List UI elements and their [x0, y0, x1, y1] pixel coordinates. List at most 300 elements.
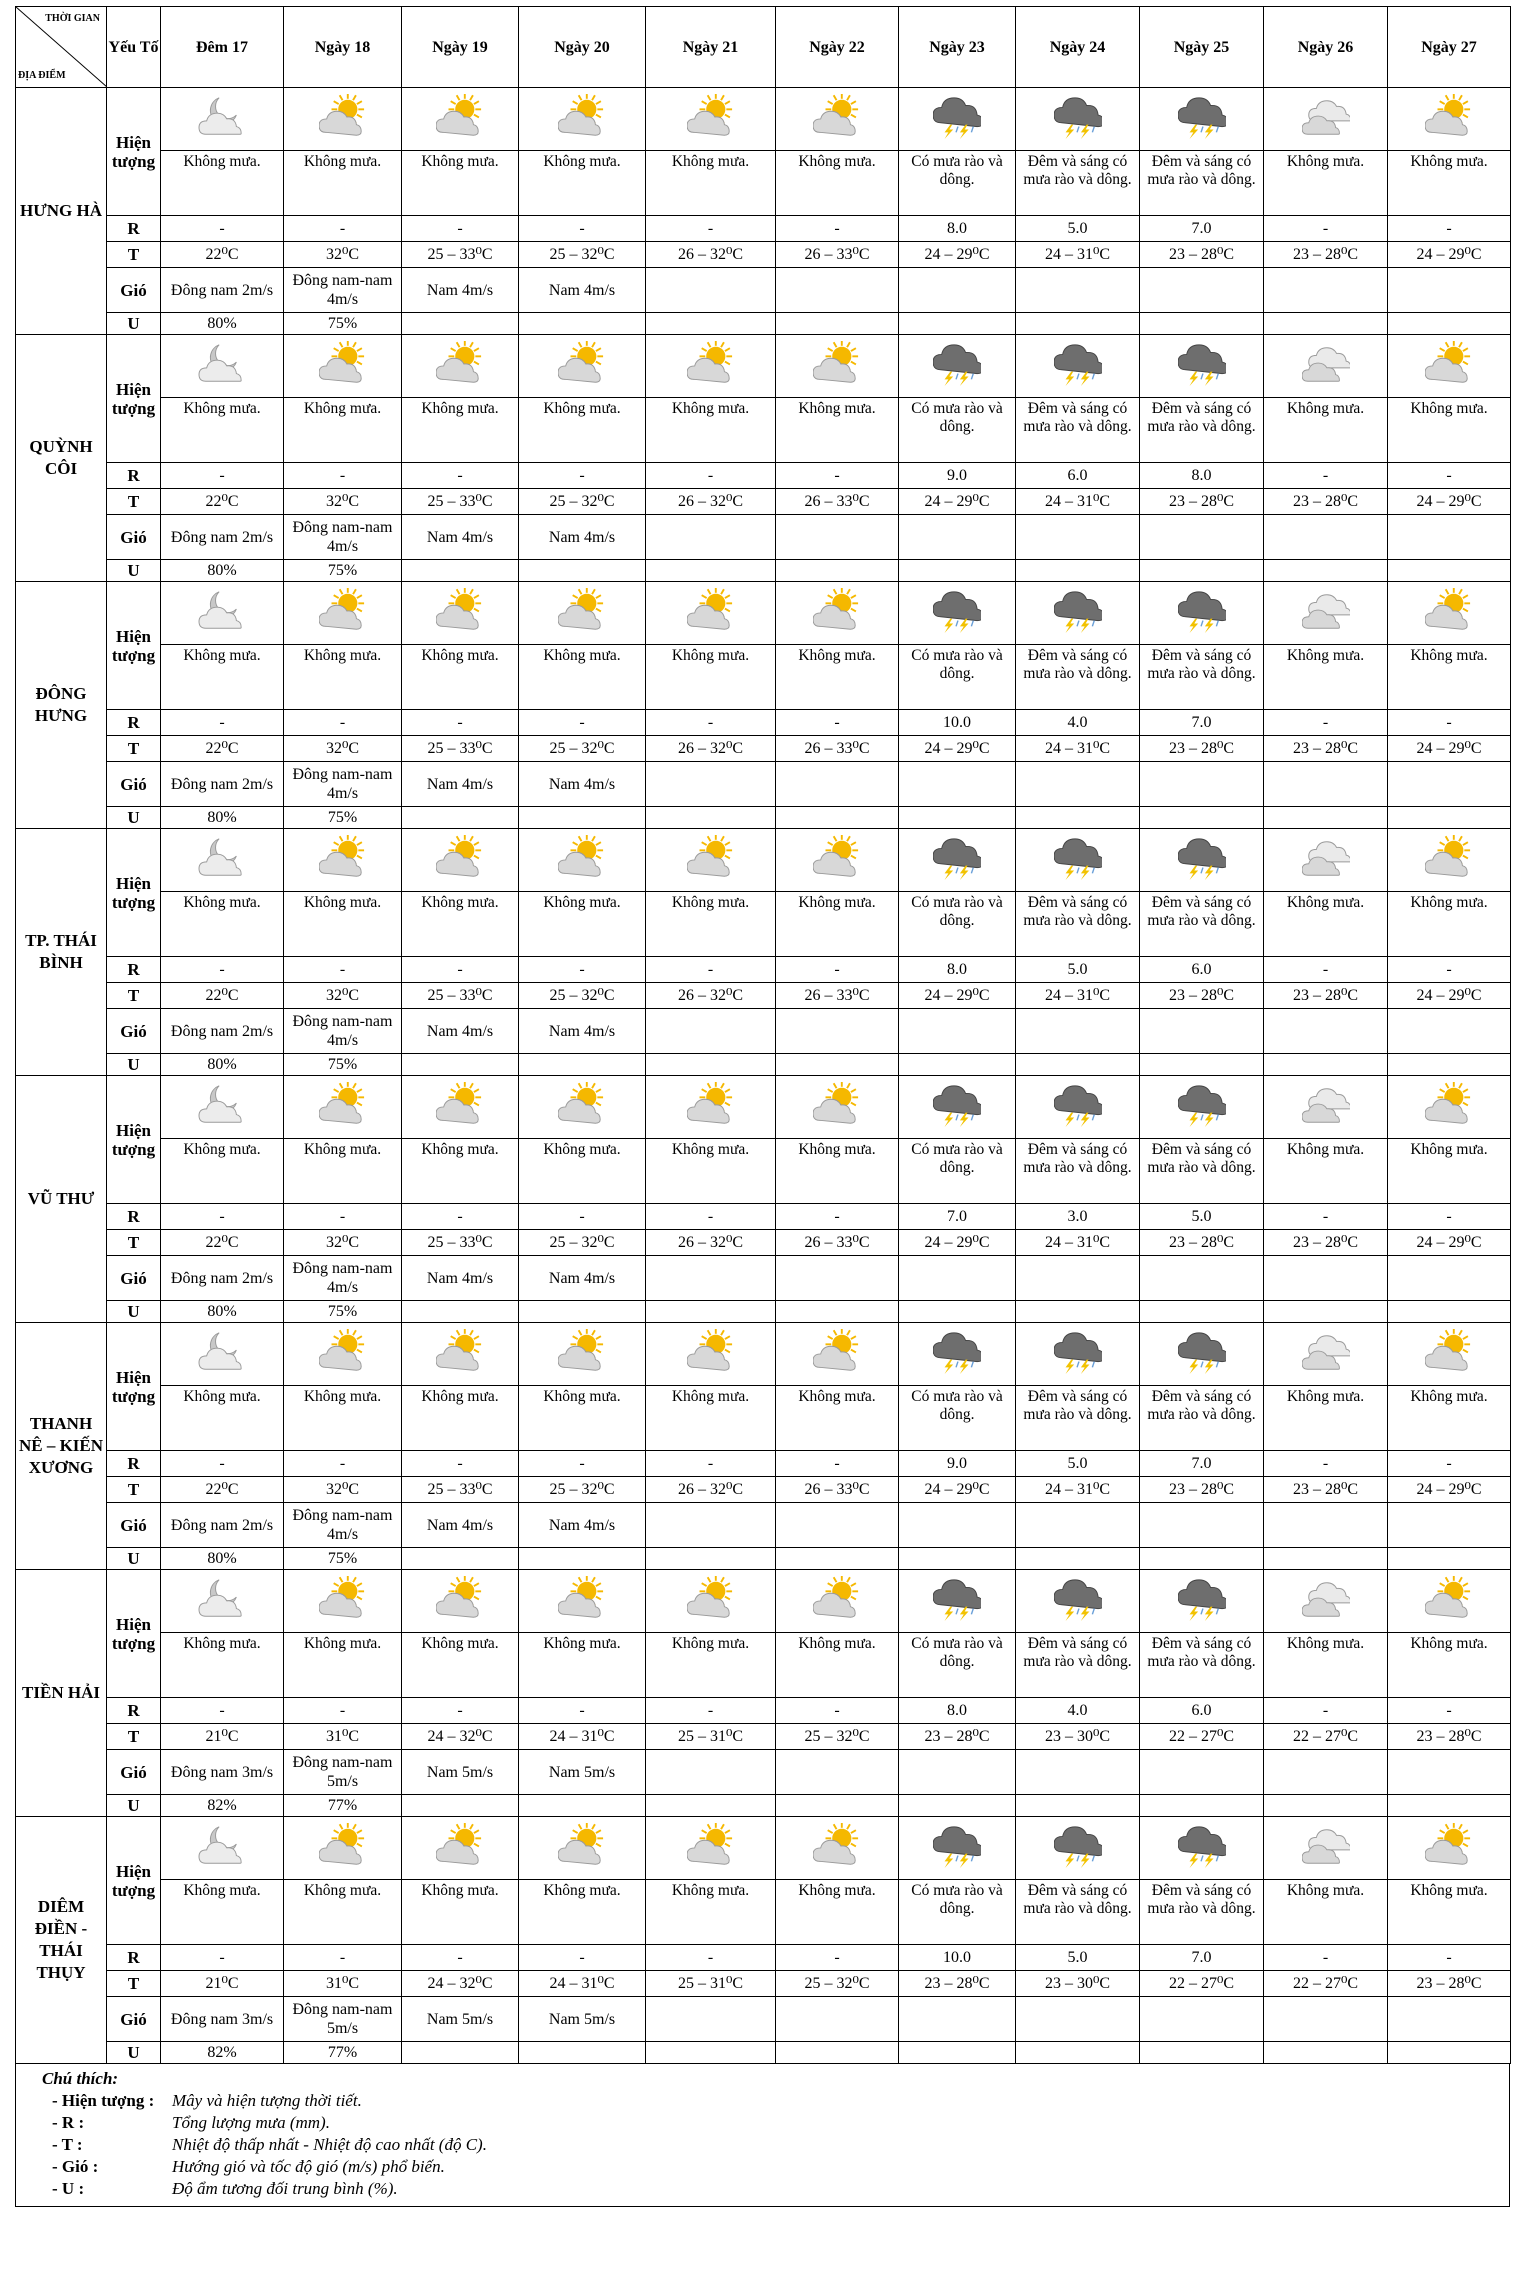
temperature-value: 24 – 29⁰C [1388, 983, 1511, 1009]
weather-icon-cell [1140, 1076, 1264, 1139]
temperature-row [16, 983, 1511, 1009]
phenomena-text: Có mưa rào và dông. [899, 398, 1016, 463]
note-item [42, 2090, 1509, 2112]
temperature-value: 23 – 28⁰C [1388, 1971, 1511, 1997]
phenomena-text-row [16, 1386, 1511, 1451]
phenomena-text: Không mưa. [1388, 1633, 1511, 1698]
phenomena-text: Không mưa. [161, 1880, 284, 1945]
humidity-row [16, 560, 1511, 582]
phenomena-text: Có mưa rào và dông. [899, 151, 1016, 216]
temperature-value: 22⁰C [161, 1477, 284, 1503]
note-key [42, 2178, 172, 2200]
wind-value [1140, 515, 1264, 560]
sun-cloud-icon [813, 868, 861, 885]
rain-value: 5.0 [1016, 1945, 1140, 1971]
rain-row [16, 710, 1511, 736]
note-value: Độ ẩm tương đối trung bình (%). [172, 2179, 398, 2198]
wind-value [1264, 515, 1388, 560]
storm-icon [933, 374, 981, 391]
wind-value [1140, 762, 1264, 807]
humidity-value [1264, 1548, 1388, 1570]
factor-label-u: U [107, 807, 161, 829]
temperature-value: 21⁰C [161, 1724, 284, 1750]
humidity-value: 80% [161, 1548, 284, 1570]
rain-value: - [402, 1698, 519, 1724]
humidity-value [1264, 1301, 1388, 1323]
rain-value: - [1264, 216, 1388, 242]
rain-value: - [519, 463, 646, 489]
weather-icon-cell [899, 582, 1016, 645]
sun-cloud-icon [319, 621, 367, 638]
weather-icon-cell [402, 1570, 519, 1633]
phenomena-text: Có mưa rào và dông. [899, 645, 1016, 710]
phenomena-text: Không mưa. [776, 892, 899, 957]
phenomena-text: Không mưa. [402, 398, 519, 463]
humidity-value [646, 1548, 776, 1570]
corner-location-label: ĐỊA ĐIỂM [18, 70, 66, 81]
sun-cloud-icon [687, 1362, 735, 1379]
humidity-value [1264, 1054, 1388, 1076]
temperature-value: 24 – 29⁰C [1388, 736, 1511, 762]
rain-value: - [1264, 1698, 1388, 1724]
phenomena-text: Đêm và sáng có mưa rào và dông. [1016, 151, 1140, 216]
rain-value: - [161, 1204, 284, 1230]
rain-value: 3.0 [1016, 1204, 1140, 1230]
humidity-value [1264, 2042, 1388, 2064]
weather-icon-cell [161, 88, 284, 151]
humidity-value [1140, 560, 1264, 582]
weather-icon-cell [1264, 582, 1388, 645]
sun-cloud-icon [1425, 621, 1473, 638]
factor-label-t: T [107, 1724, 161, 1750]
sun-cloud-icon [1425, 868, 1473, 885]
humidity-value [776, 1795, 899, 1817]
weather-icon-cell [519, 335, 646, 398]
sun-cloud-icon [558, 1609, 606, 1626]
phenomena-text: Không mưa. [646, 1633, 776, 1698]
wind-value [1016, 1750, 1140, 1795]
wind-value [899, 1256, 1016, 1301]
sun-cloud-icon [813, 1362, 861, 1379]
rain-value: - [646, 1698, 776, 1724]
sun-cloud-icon [436, 1362, 484, 1379]
humidity-value [519, 1548, 646, 1570]
phenomena-text: Không mưa. [519, 398, 646, 463]
temperature-value: 32⁰C [284, 489, 402, 515]
note-key-text: - Gió : [52, 2157, 99, 2176]
phenomena-text: Không mưa. [161, 151, 284, 216]
weather-icon-cell [1388, 1817, 1511, 1880]
weather-icon-cell [161, 1076, 284, 1139]
wind-value [1264, 268, 1388, 313]
temperature-value: 23 – 28⁰C [1140, 242, 1264, 268]
note-key-text: - Hiện tượng : [52, 2091, 155, 2110]
temperature-value: 23 – 28⁰C [1264, 1230, 1388, 1256]
temperature-value: 22 – 27⁰C [1264, 1971, 1388, 1997]
weather-icon-cell [1140, 335, 1264, 398]
rain-value: - [402, 957, 519, 983]
weather-icon-cell [776, 335, 899, 398]
phenomena-text: Không mưa. [402, 645, 519, 710]
wind-value: Nam 4m/s [519, 515, 646, 560]
wind-value [1264, 762, 1388, 807]
temperature-value: 23 – 28⁰C [1264, 1477, 1388, 1503]
temperature-value: 24 – 29⁰C [899, 1230, 1016, 1256]
rain-value: 7.0 [899, 1204, 1016, 1230]
phenomena-text: Không mưa. [1264, 398, 1388, 463]
humidity-value [1140, 1795, 1264, 1817]
moon-cloud-icon [198, 374, 246, 391]
temperature-value: 24 – 31⁰C [1016, 983, 1140, 1009]
phenomena-text: Không mưa. [519, 151, 646, 216]
phenomena-text: Không mưa. [776, 398, 899, 463]
humidity-value [402, 1548, 519, 1570]
location-name: QUỲNH CÔI [16, 335, 107, 582]
phenomena-text: Không mưa. [161, 892, 284, 957]
weather-icon-cell [1016, 88, 1140, 151]
phenomena-text: Không mưa. [161, 398, 284, 463]
temperature-value: 24 – 32⁰C [402, 1724, 519, 1750]
humidity-value [402, 560, 519, 582]
phenomena-text: Không mưa. [402, 1386, 519, 1451]
wind-row [16, 1256, 1511, 1301]
factor-label-phenomena: Hiện tượng [107, 1570, 161, 1698]
temperature-value: 31⁰C [284, 1971, 402, 1997]
temperature-value: 32⁰C [284, 1477, 402, 1503]
temperature-value: 24 – 31⁰C [519, 1971, 646, 1997]
humidity-value [776, 560, 899, 582]
phenomena-text: Không mưa. [402, 1139, 519, 1204]
factor-label-r: R [107, 216, 161, 242]
humidity-value [1016, 807, 1140, 829]
wind-value [899, 1750, 1016, 1795]
sun-cloud-icon [319, 127, 367, 144]
note-value: Nhiệt độ thấp nhất - Nhiệt độ cao nhất (độ C). [172, 2135, 487, 2154]
temperature-value: 24 – 29⁰C [899, 736, 1016, 762]
phenomena-icon-row [16, 1570, 1511, 1633]
wind-value [776, 1997, 899, 2042]
weather-icon-cell [284, 829, 402, 892]
phenomena-text: Không mưa. [519, 1633, 646, 1698]
humidity-value [1140, 1301, 1264, 1323]
temperature-value: 23 – 28⁰C [1140, 489, 1264, 515]
phenomena-text: Không mưa. [1264, 1633, 1388, 1698]
weather-icon-cell [646, 88, 776, 151]
weather-icon-cell [284, 1570, 402, 1633]
humidity-value [1388, 1301, 1511, 1323]
phenomena-icon-row [16, 88, 1511, 151]
humidity-value [776, 1054, 899, 1076]
phenomena-text: Không mưa. [284, 1880, 402, 1945]
rain-value: - [402, 1945, 519, 1971]
weather-icon-cell [1140, 1570, 1264, 1633]
factor-label-r: R [107, 710, 161, 736]
notes-list [42, 2090, 1509, 2200]
phenomena-text: Đêm và sáng có mưa rào và dông. [1140, 1633, 1264, 1698]
humidity-value [646, 1795, 776, 1817]
weather-icon-cell [1264, 88, 1388, 151]
rain-value: - [284, 1451, 402, 1477]
temperature-value: 23 – 28⁰C [1264, 489, 1388, 515]
phenomena-text: Không mưa. [519, 1139, 646, 1204]
humidity-value [776, 1548, 899, 1570]
day-header: Ngày 26 [1264, 7, 1388, 88]
weather-icon-cell [284, 582, 402, 645]
rain-value: - [284, 463, 402, 489]
humidity-value [1264, 560, 1388, 582]
wind-value [1140, 1997, 1264, 2042]
wind-value: Nam 4m/s [519, 1503, 646, 1548]
temperature-value: 24 – 29⁰C [899, 1477, 1016, 1503]
weather-icon-cell [402, 1323, 519, 1386]
phenomena-text: Không mưa. [1264, 645, 1388, 710]
humidity-value: 77% [284, 2042, 402, 2064]
humidity-value [402, 1301, 519, 1323]
phenomena-text: Không mưa. [519, 645, 646, 710]
rain-value: - [1264, 1451, 1388, 1477]
weather-icon-cell [899, 1323, 1016, 1386]
temperature-value: 24 – 29⁰C [899, 489, 1016, 515]
temperature-value: 22⁰C [161, 242, 284, 268]
wind-value: Nam 5m/s [402, 1750, 519, 1795]
weather-icon-cell [161, 335, 284, 398]
humidity-value [776, 313, 899, 335]
factor-label-gio: Gió [107, 762, 161, 807]
sun-cloud-icon [436, 621, 484, 638]
sun-cloud-icon [813, 374, 861, 391]
humidity-value: 75% [284, 1301, 402, 1323]
phenomena-text: Không mưa. [1388, 1386, 1511, 1451]
humidity-value [1016, 1795, 1140, 1817]
cloud-icon [1302, 1115, 1350, 1132]
phenomena-text: Không mưa. [284, 645, 402, 710]
location-name: VŨ THƯ [16, 1076, 107, 1323]
rain-value: - [519, 1698, 646, 1724]
humidity-value [646, 313, 776, 335]
temperature-value: 24 – 29⁰C [899, 242, 1016, 268]
factor-label-u: U [107, 1301, 161, 1323]
humidity-value [519, 560, 646, 582]
weather-icon-cell [1388, 829, 1511, 892]
sun-cloud-icon [319, 868, 367, 885]
weather-icon-cell [776, 88, 899, 151]
storm-icon [1054, 1609, 1102, 1626]
note-value: Mây và hiện tượng thời tiết. [172, 2091, 362, 2110]
rain-value: 4.0 [1016, 710, 1140, 736]
rain-value: 5.0 [1016, 216, 1140, 242]
humidity-row [16, 807, 1511, 829]
humidity-value [899, 560, 1016, 582]
day-header: Ngày 24 [1016, 7, 1140, 88]
rain-value: 9.0 [899, 1451, 1016, 1477]
temperature-value: 23 – 28⁰C [899, 1971, 1016, 1997]
weather-icon-cell [519, 1076, 646, 1139]
note-key-text: - T : [52, 2135, 83, 2154]
wind-value [1016, 1009, 1140, 1054]
factor-label-phenomena: Hiện tượng [107, 88, 161, 216]
wind-value [776, 515, 899, 560]
sun-cloud-icon [813, 127, 861, 144]
wind-value: Nam 5m/s [402, 1997, 519, 2042]
temperature-value: 25 – 33⁰C [402, 1477, 519, 1503]
wind-value [1388, 1256, 1511, 1301]
temperature-value: 26 – 32⁰C [646, 736, 776, 762]
rain-value: - [402, 1451, 519, 1477]
rain-value: 5.0 [1016, 957, 1140, 983]
rain-value: - [402, 1204, 519, 1230]
temperature-value: 24 – 29⁰C [1388, 489, 1511, 515]
storm-icon [1178, 1856, 1226, 1873]
humidity-value: 75% [284, 1548, 402, 1570]
wind-row [16, 268, 1511, 313]
wind-value [1140, 268, 1264, 313]
phenomena-text: Đêm và sáng có mưa rào và dông. [1140, 151, 1264, 216]
wind-value: Nam 5m/s [519, 1997, 646, 2042]
rain-value: - [161, 1945, 284, 1971]
day-header: Ngày 21 [646, 7, 776, 88]
humidity-value [519, 807, 646, 829]
moon-cloud-icon [198, 1856, 246, 1873]
phenomena-text: Không mưa. [1388, 892, 1511, 957]
phenomena-text: Không mưa. [646, 1386, 776, 1451]
sun-cloud-icon [687, 127, 735, 144]
wind-value [1264, 1503, 1388, 1548]
humidity-value [1388, 807, 1511, 829]
sun-cloud-icon [813, 1609, 861, 1626]
note-item [42, 2156, 1509, 2178]
humidity-row [16, 2042, 1511, 2064]
sun-cloud-icon [687, 1856, 735, 1873]
sun-cloud-icon [319, 1856, 367, 1873]
sun-cloud-icon [436, 127, 484, 144]
rain-value: - [1388, 957, 1511, 983]
temperature-value: 25 – 32⁰C [519, 242, 646, 268]
temperature-value: 26 – 32⁰C [646, 242, 776, 268]
weather-icon-cell [899, 1076, 1016, 1139]
humidity-value [402, 1054, 519, 1076]
weather-icon-cell [284, 1817, 402, 1880]
sun-cloud-icon [1425, 1362, 1473, 1379]
phenomena-text: Đêm và sáng có mưa rào và dông. [1140, 1880, 1264, 1945]
factor-label-phenomena: Hiện tượng [107, 829, 161, 957]
rain-value: - [1388, 216, 1511, 242]
sun-cloud-icon [319, 1115, 367, 1132]
factor-label-phenomena: Hiện tượng [107, 1323, 161, 1451]
weather-icon-cell [646, 1817, 776, 1880]
notes-title: Chú thích: [42, 2069, 119, 2088]
wind-value: Đông nam 2m/s [161, 1256, 284, 1301]
storm-icon [933, 621, 981, 638]
wind-value: Nam 4m/s [519, 268, 646, 313]
phenomena-icon-row [16, 829, 1511, 892]
factor-label-r: R [107, 957, 161, 983]
sun-cloud-icon [558, 127, 606, 144]
humidity-value: 75% [284, 1054, 402, 1076]
wind-value: Đông nam-nam 4m/s [284, 762, 402, 807]
wind-value: Đông nam-nam 4m/s [284, 268, 402, 313]
humidity-value [402, 807, 519, 829]
rain-value: 10.0 [899, 710, 1016, 736]
weather-icon-cell [1388, 1323, 1511, 1386]
phenomena-text: Không mưa. [402, 151, 519, 216]
storm-icon [1178, 621, 1226, 638]
factor-label-gio: Gió [107, 1503, 161, 1548]
storm-icon [933, 127, 981, 144]
temperature-value: 26 – 33⁰C [776, 983, 899, 1009]
humidity-value [899, 1301, 1016, 1323]
rain-value: - [1264, 1204, 1388, 1230]
rain-value: - [284, 957, 402, 983]
weather-icon-cell [519, 829, 646, 892]
rain-row [16, 1945, 1511, 1971]
header-row [16, 7, 1511, 88]
rain-value: 10.0 [899, 1945, 1016, 1971]
phenomena-text: Không mưa. [1388, 1139, 1511, 1204]
humidity-value [519, 1795, 646, 1817]
rain-value: 7.0 [1140, 1945, 1264, 1971]
storm-icon [1178, 1609, 1226, 1626]
sun-cloud-icon [558, 621, 606, 638]
location-name: THANH NÊ – KIẾN XƯƠNG [16, 1323, 107, 1570]
weather-icon-cell [1388, 582, 1511, 645]
wind-value: Nam 5m/s [519, 1750, 646, 1795]
weather-icon-cell [519, 1323, 646, 1386]
temperature-value: 23 – 28⁰C [1140, 1477, 1264, 1503]
moon-cloud-icon [198, 1362, 246, 1379]
rain-value: - [1388, 1451, 1511, 1477]
factor-label-t: T [107, 736, 161, 762]
rain-value: - [1264, 710, 1388, 736]
rain-value: 7.0 [1140, 1451, 1264, 1477]
storm-icon [1054, 1362, 1102, 1379]
note-item [42, 2112, 1509, 2134]
rain-value: - [776, 463, 899, 489]
phenomena-text: Không mưa. [1264, 1880, 1388, 1945]
temperature-value: 25 – 33⁰C [402, 1230, 519, 1256]
wind-row [16, 1750, 1511, 1795]
wind-value: Nam 4m/s [402, 1503, 519, 1548]
phenomena-text: Không mưa. [284, 151, 402, 216]
temperature-value: 26 – 32⁰C [646, 489, 776, 515]
rain-value: 6.0 [1140, 957, 1264, 983]
factor-label-u: U [107, 313, 161, 335]
temperature-value: 23 – 28⁰C [1264, 983, 1388, 1009]
factor-label-t: T [107, 1971, 161, 1997]
weather-icon-cell [519, 582, 646, 645]
phenomena-text: Đêm và sáng có mưa rào và dông. [1016, 892, 1140, 957]
day-header: Đêm 17 [161, 7, 284, 88]
humidity-value [1016, 313, 1140, 335]
storm-icon [1054, 621, 1102, 638]
wind-value: Đông nam 2m/s [161, 762, 284, 807]
temperature-value: 23 – 28⁰C [1140, 736, 1264, 762]
temperature-value: 25 – 32⁰C [519, 1477, 646, 1503]
legend-notes [15, 2064, 1510, 2207]
cloud-icon [1302, 127, 1350, 144]
factor-label-u: U [107, 1548, 161, 1570]
weather-icon-cell [1388, 335, 1511, 398]
rain-value: - [402, 463, 519, 489]
humidity-value [1140, 2042, 1264, 2064]
humidity-value [519, 313, 646, 335]
storm-icon [933, 1115, 981, 1132]
temperature-value: 26 – 32⁰C [646, 1230, 776, 1256]
humidity-value [1016, 2042, 1140, 2064]
wind-value [646, 515, 776, 560]
temperature-value: 25 – 33⁰C [402, 983, 519, 1009]
sun-cloud-icon [687, 1609, 735, 1626]
temperature-value: 24 – 31⁰C [1016, 1477, 1140, 1503]
